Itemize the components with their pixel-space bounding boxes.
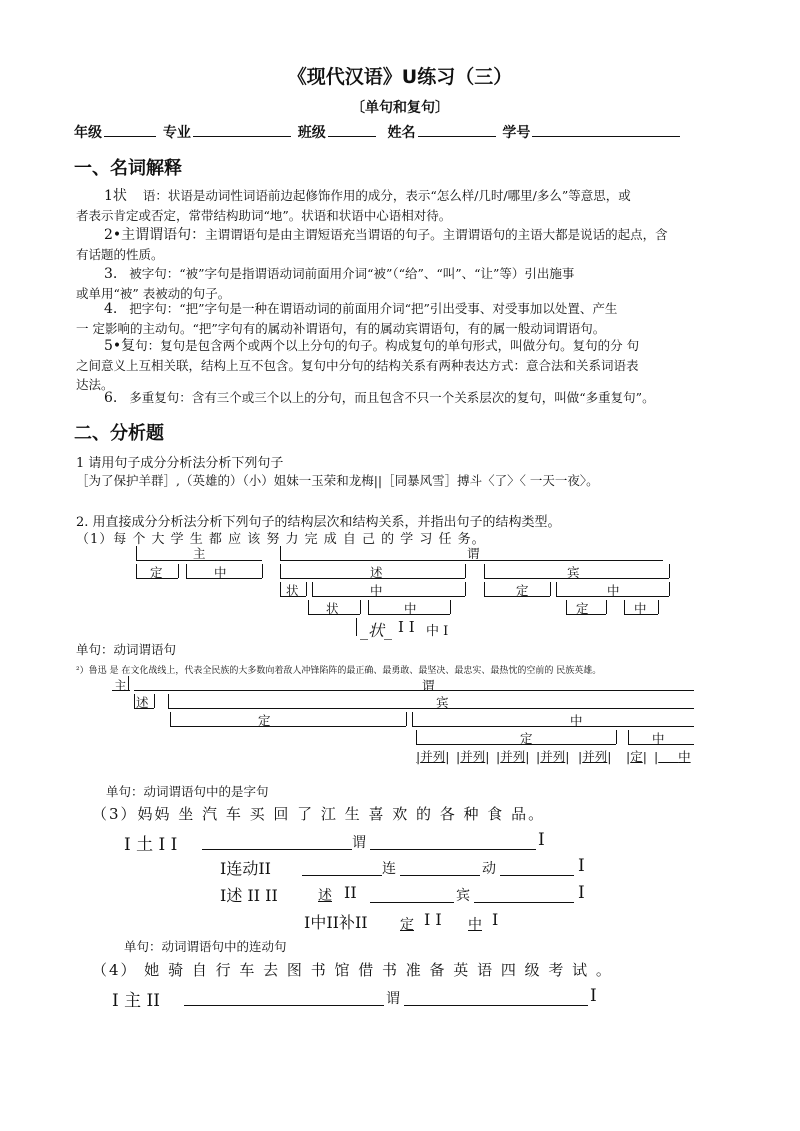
s4-text: （4） 她 骑 自 行 车 去 图 书 馆 借 书 准 备 英 语 四 级 考 试 。 — [92, 961, 613, 979]
q2-prompt: 2. 用直接成分分析法分析下列句子的结构层次和结构关系，并指出句子的结构类型。 — [76, 515, 561, 530]
s4-row1-c: I — [590, 986, 597, 1006]
label-zhong3: | 中 — [654, 749, 691, 764]
label-zhong4: 中 — [404, 601, 417, 616]
s2-type: 单句：动词谓语句中的是字句 — [106, 784, 269, 799]
item-text: 多重复句：含有三个或三个以上的分句，而且包含不只一个关系层次的复句，叫做“多重复句”。 — [129, 390, 655, 405]
section-heading-analysis: 二、分析题 — [74, 423, 164, 444]
label-zhuang3: _状_ — [360, 621, 393, 640]
student-info-line — [74, 122, 682, 142]
label-shu: 述 — [370, 565, 383, 580]
s1-type: 单句：动词谓语句 — [76, 642, 177, 657]
label-zhong6: 中 I — [426, 624, 449, 639]
s4-row1-b: 谓 — [386, 991, 400, 1007]
label-ding3: 定 — [576, 601, 589, 616]
s3-row1-c: I — [538, 830, 545, 850]
label-zhong2: 中 — [652, 731, 665, 746]
label-bin: 宾 — [436, 695, 449, 710]
s4-row1-a: I 主 II — [112, 991, 160, 1011]
class-label: 班级 — [297, 125, 326, 141]
item-text: 有话题的性质。 — [76, 247, 164, 262]
s3-row3-b: 述 — [318, 888, 332, 904]
s3-row1-a: I 土 I I — [124, 835, 178, 855]
s3-row4-e: I — [492, 910, 499, 929]
s3-text: （3）妈妈 坐 汽 车 买 回 了 江 生 喜 欢 的 各 种 食 品。 — [92, 805, 546, 823]
label-zhong3: 中 — [607, 583, 620, 598]
label-bl3: |并列| — [496, 749, 530, 764]
definition-item — [76, 388, 744, 408]
item-text: 或单用“被” 表被动的句子。 — [76, 286, 231, 301]
label-zhong: 中 — [570, 713, 583, 728]
s3-row3-c: II — [344, 883, 357, 902]
grade-label: 年级 — [74, 125, 102, 141]
item-text: 被字句：“被”字句是指谓语动词前面用介词“被”（“给”、“叫”、“让”等）引出施事 — [129, 266, 575, 281]
label-ding2: 定 — [520, 731, 533, 746]
item-text: 主谓谓语句是由主谓短语充当谓语的句子。主谓谓语句的主语大都是说话的起点，含 — [205, 227, 668, 242]
s1-text: （1）每 个 大 学 生 都 应 该 努 力 完 成 自 己 的 学 习 任 务。 — [76, 532, 486, 547]
label-bin: 宾 — [567, 565, 580, 580]
item-text: 一 定影响的主动句。“把”字句有的属动补谓语句，有的属动宾谓语句，有的属一般动词谓语句。 — [76, 321, 606, 336]
label-ii: I I — [398, 618, 415, 636]
item-number: 3. — [104, 266, 118, 282]
definition-item — [76, 225, 744, 264]
q1-sentence: ［为了保护羊群］,（英雄的）（小）姐妹一玉荣和龙梅||［同暴风雪］搏斗〈了〉〈 一天一夜〉。 — [76, 473, 599, 488]
item-number: 6. — [104, 390, 118, 406]
item-number: 2•主谓谓语句： — [104, 227, 206, 243]
s3-row4-b: 定 — [400, 917, 414, 933]
s3-row4-c: I I — [424, 910, 442, 929]
label-zhong2: 中 — [370, 583, 383, 598]
name-label: 姓名 — [387, 125, 416, 141]
definition-item — [76, 186, 744, 225]
label-ding2: 定 — [516, 583, 529, 598]
item-text: 达法。 — [76, 377, 114, 392]
s3-row3-d: 宾 — [456, 888, 470, 904]
label-zhong: 中 — [214, 565, 227, 580]
id-field[interactable] — [532, 122, 680, 137]
definition-item — [76, 336, 744, 394]
label-ding: 定 — [258, 713, 271, 728]
s3-row1-b: 谓 — [352, 835, 366, 851]
s3-type: 单句：动词谓语句中的连动句 — [124, 939, 287, 954]
label-shu: 述 — [136, 695, 149, 710]
label-zhuang: 状 — [286, 583, 299, 598]
label-wei: 谓 — [467, 546, 480, 561]
s3-row4-d: 中 — [468, 917, 482, 933]
label-zhu: 主 — [114, 678, 127, 693]
s3-row3-a: I述 II II — [220, 886, 278, 905]
s3-row2-d: I — [578, 856, 585, 876]
q1-prompt: 1 请用句子成分分析法分析下列句子 — [76, 456, 284, 471]
s3-row4-a: I中II补II — [304, 913, 368, 932]
major-field[interactable] — [193, 122, 291, 137]
label-zhu: 主 — [193, 546, 206, 561]
s3-row2-a: I连动II — [220, 859, 271, 878]
label-bl5: |并列| — [578, 749, 612, 764]
major-label: 专业 — [162, 125, 191, 141]
s3-row2-c: 动 — [482, 861, 496, 877]
s2-text: ²）鲁迅 是 在文化战线上，代表全民族的大多数向着敌人冲锋陷阵的最正确、最勇敢、最坚决、最忠实、最热忱的空前的 民族英雄。 — [76, 666, 602, 676]
item-text: 把字句：“把”字句是一种在谓语动词的前面用介词“把”引出受事、对受事加以处置、产生 — [129, 301, 618, 316]
label-ding3: |定| — [626, 749, 647, 764]
page-subtitle: 〔单句和复句〕 — [351, 100, 449, 116]
name-field[interactable] — [418, 122, 496, 137]
label-bl1: |并列| — [416, 749, 450, 764]
label-bl4: |并列| — [536, 749, 570, 764]
item-text: 语：状语是动词性词语前边起修饰作用的成分，表示“怎么样/几时/哪里/多么”等意思，或 — [142, 188, 631, 203]
id-label: 学号 — [502, 125, 531, 141]
section-heading-definitions: 一、名词解释 — [74, 158, 182, 179]
item-number: 1状 — [104, 188, 127, 204]
label-bl2: |并列| — [456, 749, 490, 764]
item-number: 5•复 — [104, 338, 136, 354]
grade-field[interactable] — [104, 122, 156, 137]
page-title: 《现代汉语》U练习（三） — [287, 66, 513, 88]
label-zhuang2: 状 — [326, 601, 339, 616]
item-text: 之间意义上互相关联，结构上互不包含。复句中分句的结构关系有两种表达方式：意合法和关系词语表 — [76, 358, 639, 373]
definition-item — [76, 299, 744, 338]
label-ding: 定 — [150, 565, 163, 580]
definition-item — [76, 264, 744, 303]
item-text: 者表示肯定或否定，常带结构助词“地”。状语和状语中心语相对待。 — [76, 208, 452, 223]
s3-row2-b: 连 — [382, 861, 396, 877]
item-number: 4. — [104, 301, 118, 317]
label-wei: 谓 — [422, 678, 435, 693]
s3-row3-e: I — [578, 883, 585, 903]
class-field[interactable] — [328, 122, 376, 137]
label-zhong5: 中 — [634, 601, 647, 616]
item-text: 句：复句是包含两个或两个以上分句的句子。构成复句的单句形式，叫做分句。复句的分 句 — [135, 338, 640, 353]
